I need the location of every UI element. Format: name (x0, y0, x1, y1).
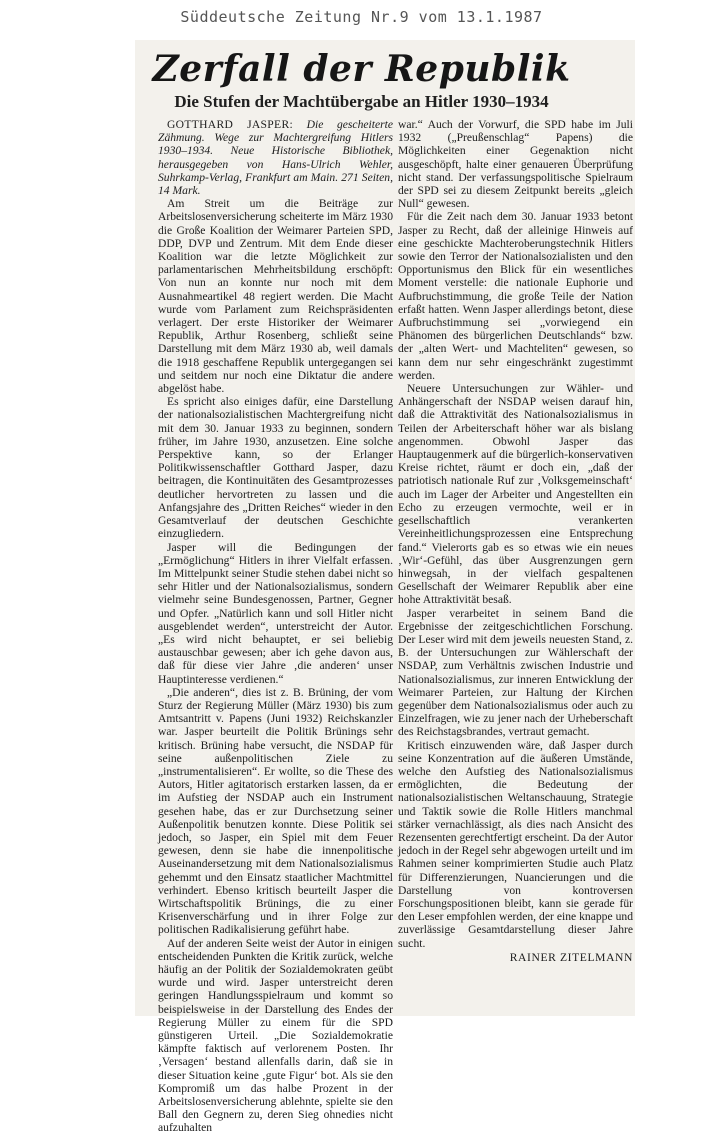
bibliography (158, 118, 393, 197)
paragraph: Neuere Untersuchungen zur Wähler- und Anhängerschaft der NSDAP weisen darauf hin, daß die Attraktivität des Nationalsozialismus in Teilen der Arbeiterschaft höher war als bislang angenommen. Obwohl Jasper das Hauptaugenmerk auf die bürgerlich-konservativen Kreise richtet, räumt er doch ein, „daß der patriotisch nationale Ruf zur ‚Volksgemeinschaft‘ auch im Lager der Arbeiter und Angestellten ein Echo zu erzeugen vermochte, weil er in gesellschaftlich verankerten Vereinheitlichungsprozessen eine Entsprechung fand.“ Vielerorts gab es so etwas wie ein neues ‚Wir‘-Gefühl, das über Ausgrenzungen gern hinwegsah, in der vielfach gespaltenen Gesellschaft der Weimarer Republik aber eine hohe Attraktivität besaß. (398, 382, 633, 607)
paragraph: Kritisch einzuwenden wäre, daß Jasper durch seine Konzentration auf die äußeren Umstände, welche den Aufstieg des Nationalsozialismus ermöglichten, die Bedeutung der nationalsozialistischen Weltanschauung, Strategie und Taktik sowie die Rolle Hitlers manchmal stärker vernachlässigt, als dies nach Ansicht des Rezensenten gerechtfertigt erscheint. Da der Autor jedoch in der Regel sehr abgewogen urteilt und im Rahmen seiner komprimierten Studie auch Platz für Differenzierungen, Nuancierungen und die Darstellung von kontroversen Forschungspositionen bleibt, kann sie gerade für den Leser empfohlen werden, der eine knappe und zuverlässige Gesamtdarstellung dieser Jahre sucht. (398, 738, 633, 950)
paragraph: Am Streit um die Beiträge zur Arbeitslosenversicherung scheiterte im März 1930 die Große Koalition der Weimarer Parteien SPD, DDP, DVP und Zentrum. Mit dem Ende dieser Koalition war die letzte Möglichkeit zur parlamentarischen Mehrheitsbildung erschöpft: Von nun an konnte nur noch mit dem Ausnahmeartikel 48 regiert werden. Die Macht wurde vom Parlament zum Reichspräsidenten verlagert. Der erste Historiker der Weimarer Republik, Arthur Rosenberg, schließt seine Darstellung mit dem März 1930 ab, weil damals die 1918 geschaffene Republik untergegangen sei und seitdem nur noch eine Diktatur die andere abgelöst habe. (158, 197, 393, 396)
paragraph: Auf der anderen Seite weist der Autor in einigen entscheidenden Punkten die Kritik zurück, welche häufig an der Politik der Sozialdemokraten geübt wurde und wird. Jasper unterstreicht deren geringen Handlungsspielraum und kommt so beispielsweise in der Darstellung des Endes der Regierung Müller zu einem für die SPD günstigeren Urteil. „Die Sozialdemokratie kämpfte faktisch auf verlorenem Posten. Ihr ‚Versagen‘ bestand allenfalls darin, daß sie in dieser Situation keine ‚gute Figur‘ bot. Als sie den Kompromiß um das halbe Prozent in der Arbeitslosenversicherung ablehnte, spielte sie den Ball den Gegnern zu, deren Sieg ohnedies nicht aufzuhalten (158, 936, 393, 1135)
paragraph: „Die anderen“, dies ist z. B. Brüning, der vom Sturz der Regierung Müller (März 1930) bis zum Amtsantritt v. Papens (Juni 1932) Reichskanzler war. Jasper beurteilt die Politik Brünings sehr kritisch. Brüning habe versucht, die NSDAP für seine außenpolitischen Ziele zu „instrumentalisieren“. Er wollte, so die These des Autors, Hitler agitatorisch erstarken lassen, da er im Aufstieg der NSDAP auch ein Instrument gesehen habe, das er zur Durchsetzung seiner Außenpolitik benutzen konnte. Diese Politik sei jedoch, so Jasper, ein Spiel mit dem Feuer gewesen, denn sie habe die innenpolitische Auseinandersetzung mit dem Nationalsozialismus gehemmt und den Einsatz staatlicher Machtmittel verhindert. Ebenso kritisch beurteilt Jasper die Wirtschaftspolitik Brünings, die zu einer Krisenverschärfung und in ihrer Folge zur politischen Radikalisierung geführt habe. (158, 685, 393, 937)
author-signature: RAINER ZITELMANN (509, 950, 633, 964)
paragraph: Jasper will die Bedingungen der „Ermöglichung“ Hitlers in ihrer Vielfalt erfassen. Im Mittelpunkt seiner Studie stehen dabei nicht so sehr Hitler und der Nationalsozialismus, sondern vielmehr seine Bundesgenossen, Partner, Gegner und Opfer. „Natürlich kann und soll Hitler nicht ausgeblendet werden“, unterstreicht der Autor. „Es wird nicht behauptet, er sei beliebig austauschbar gewesen; aber ich gehe davon aus, daß für diese vier Jahre ‚die anderen‘ unser Hauptinteresse verdienen.“ (158, 540, 393, 686)
paragraph: Jasper verarbeitet in seinem Band die Ergebnisse der zeitgeschichtlichen Forschung. Der Leser wird mit dem jeweils neuesten Stand, z. B. der Untersuchungen zur Wählerschaft der NSDAP, zum Verhältnis zwischen Industrie und Nationalsozialismus, zur inneren Entwicklung der Weimarer Parteien, zur Haltung der Kirchen gegenüber dem Nationalsozialismus oder auch zu Einzelfragen, wie zu jener nach der Urheberschaft des Reichstagsbrandes, vertraut gemacht. (398, 606, 633, 739)
left-column (158, 118, 393, 1135)
source-line: Süddeutsche Zeitung Nr.9 vom 13.1.1987 (180, 8, 543, 26)
paragraph: Es spricht also einiges dafür, eine Darstellung der nationalsozialistischen Machtergreifung nicht mit dem 30. Januar 1933 zu beginnen, sondern früher, im Jahre 1930, anzusetzen. Eine solche Perspektive kann, so der Erlanger Politikwissenschaftler Gotthard Jasper, dazu beitragen, die Kontinuitäten des Gesamtprozesses deutlicher hervortreten zu lassen und die Anfangsjahre des „Dritten Reiches“ wieder in den Gesamtverlauf der deutschen Geschichte einzugliedern. (158, 395, 393, 541)
headline: Zerfall der Republik (152, 48, 571, 90)
right-column (398, 118, 633, 1008)
subheadline: Die Stufen der Machtübergabe an Hitler 1930–1934 (174, 92, 549, 111)
bibliography-author: GOTTHARD JASPER: (167, 118, 293, 131)
bibliography-details: Die gescheiterte Zähmung. Wege zur Machtergreifung Hitlers 1930–1934. Neue Historische Bibliothek, herausgegeben von Hans-Ulrich Wehler, Suhrkamp-Verlag, Frankfurt am Main. 271 Seiten, 14 Mark. (158, 118, 393, 198)
paragraph: war.“ Auch der Vorwurf, die SPD habe im Juli 1932 („Preußenschlag“ Papens) die Möglichkeiten einer Gegenaktion nicht ausgeschöpft, halte einer genaueren Überprüfung nicht stand. Der verfassungspolitische Spielraum der SPD sei zu diesem Zeitpunkt bereits „gleich Null“ gewesen. (398, 118, 633, 211)
paragraph: Für die Zeit nach dem 30. Januar 1933 betont Jasper zu Recht, daß der alleinige Hinweis auf eine geschickte Machteroberungstechnik Hitlers sowie den Terror der Nationalsozialisten und den Opportunismus den Blick für ein wesentliches Moment verstelle: die nationale Euphorie und Aufbruchstimmung, die große Teile der Nation erfaßt hatten. Wenn Jasper allerdings betont, diese Aufbruchstimmung sei „vorwiegend ein Phänomen des bürgerlichen Deutschlands“ bzw. der „alten Wert- und Machteliten“ gewesen, so kann dem nur sehr eingeschränkt zugestimmt werden. (398, 210, 633, 382)
